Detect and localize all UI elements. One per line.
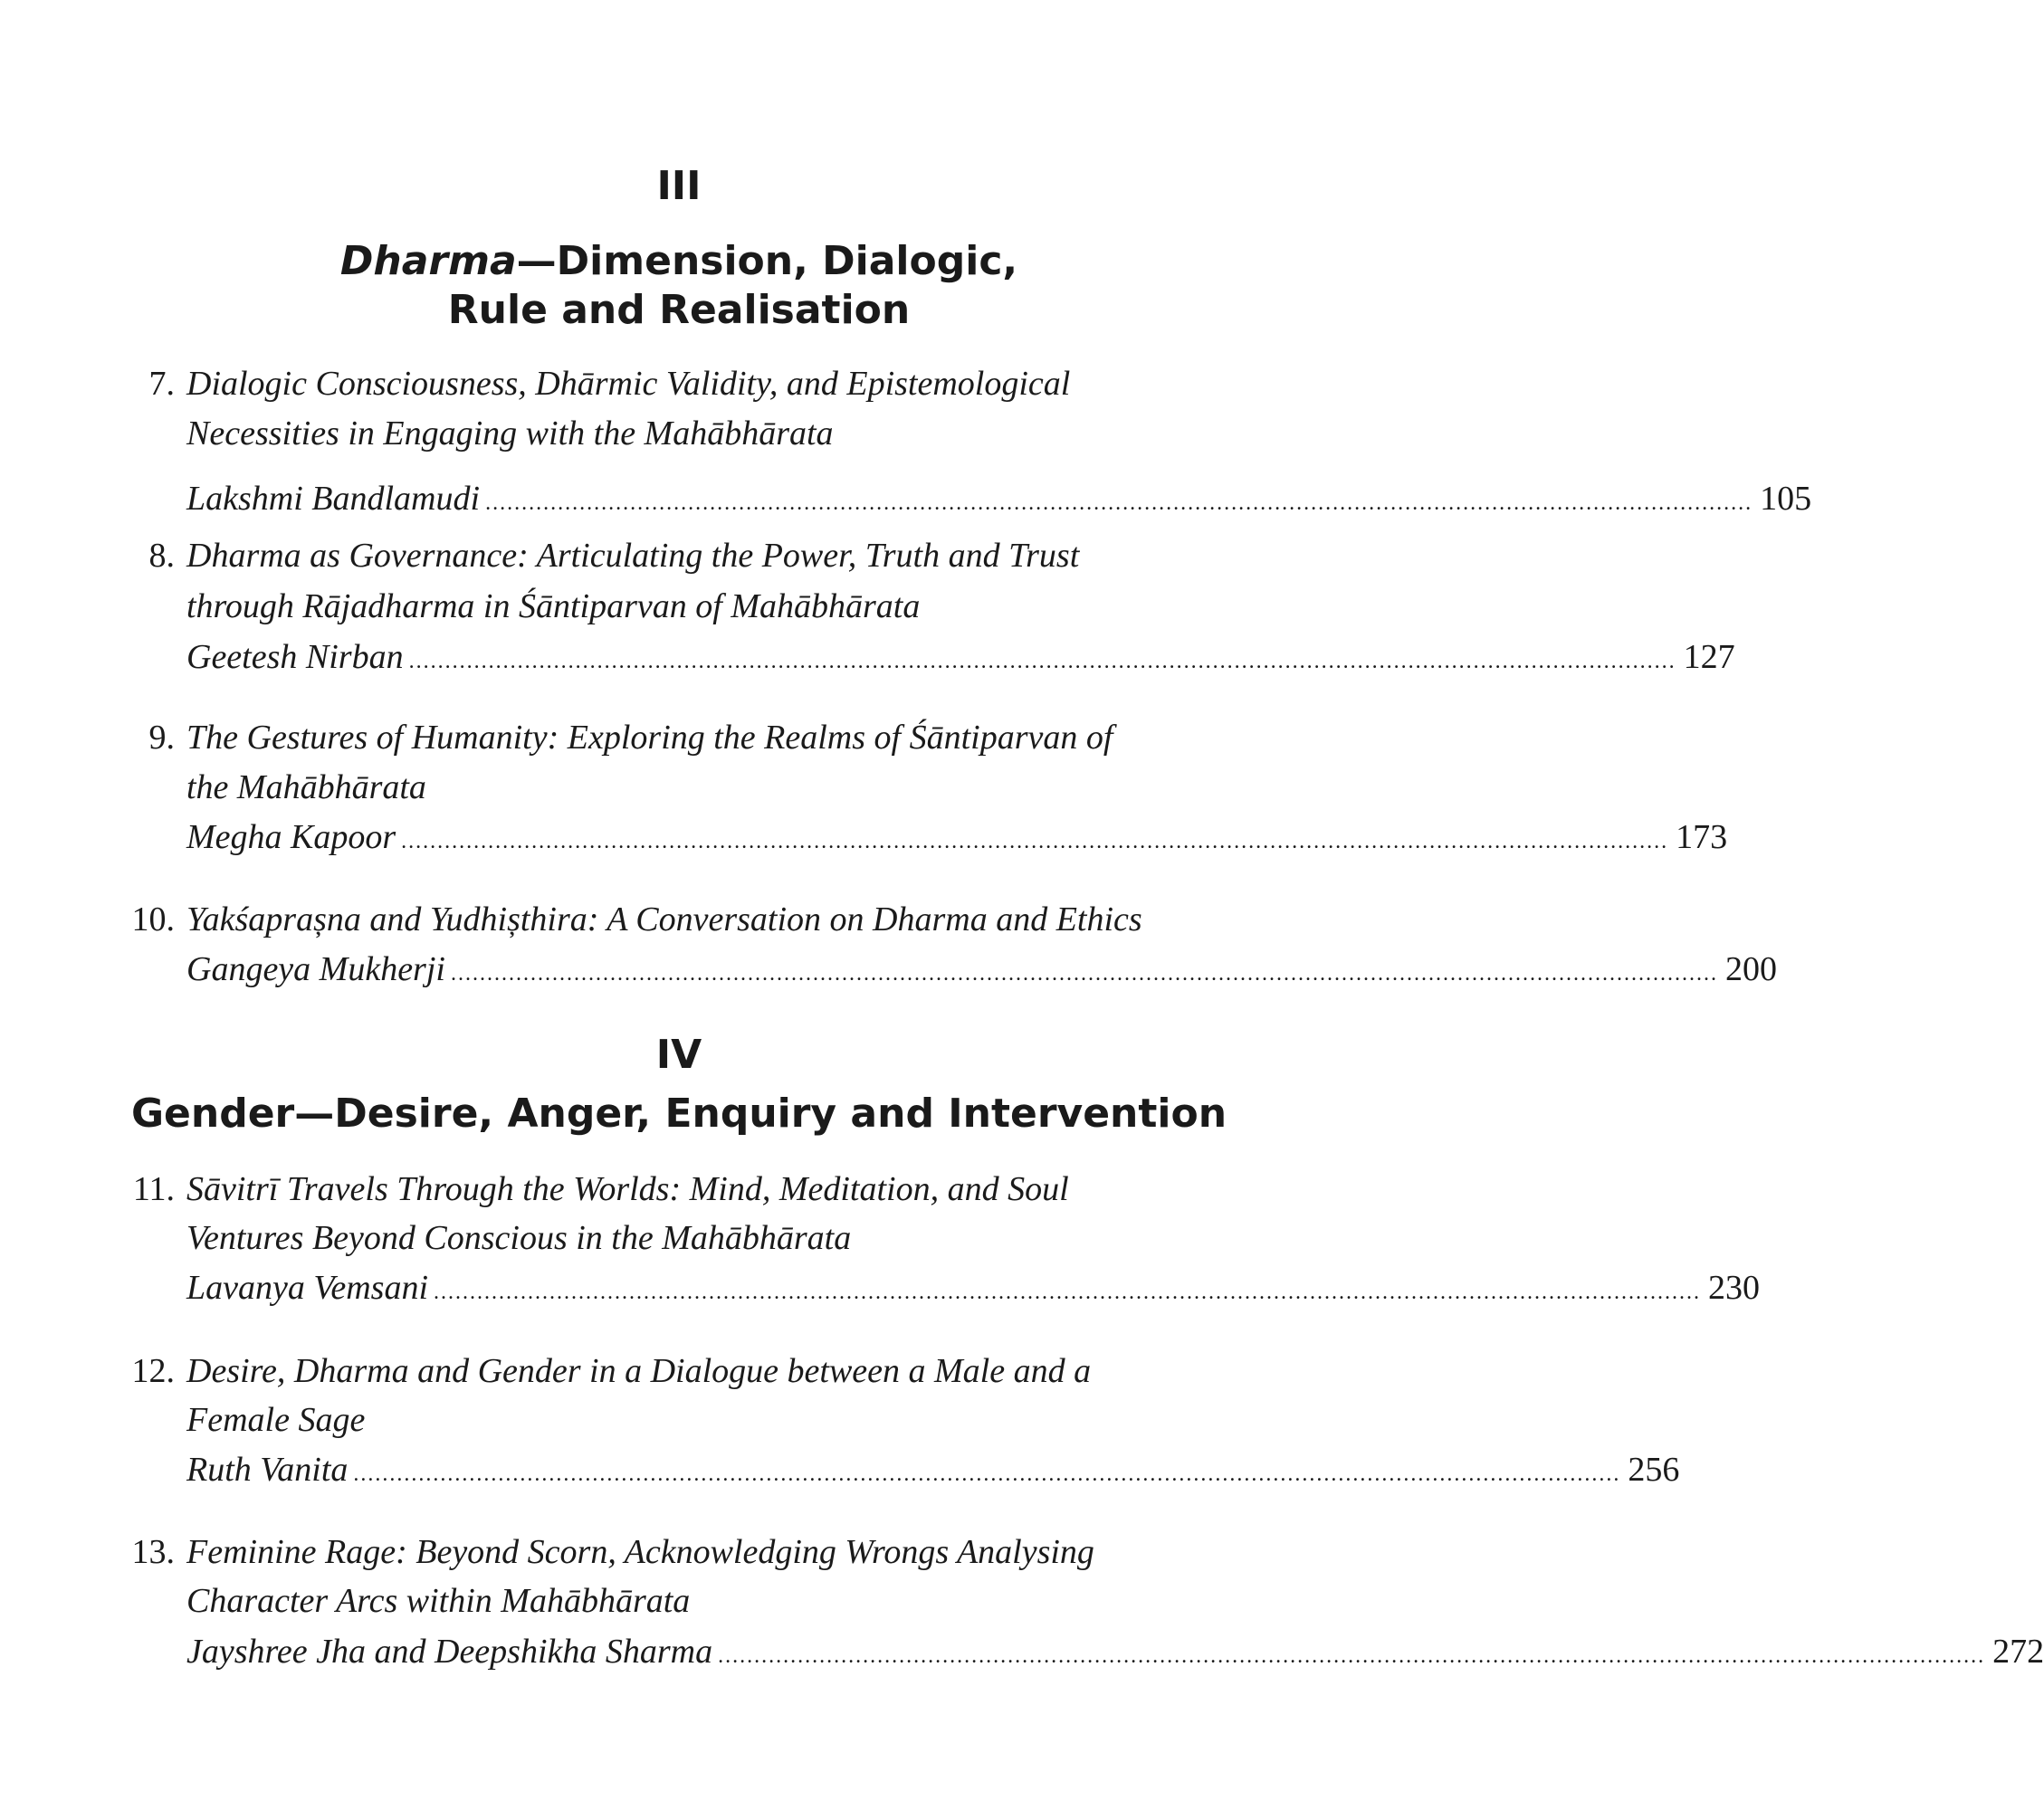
section-title-rest: —Dimension, Dialogic, — [516, 238, 1018, 284]
entry-number: 12. — [131, 1352, 175, 1390]
entry-author-line — [186, 633, 1735, 686]
entry-page-number: 272 — [1992, 1633, 2044, 1671]
dot-leader: ............................................................................................................................................................................... — [353, 1462, 1621, 1486]
entry-page-number: 230 — [1708, 1269, 1761, 1307]
dot-leader: ............................................................................................................................................................................... — [408, 650, 1676, 673]
entry-author: Lakshmi Bandlamudi — [186, 480, 481, 518]
entry-title-line: Dharma as Governance: Articulating the Power, Truth and Trust — [186, 537, 1080, 575]
entry-author: Megha Kapoor — [186, 818, 396, 856]
entry-number: 10. — [131, 900, 175, 938]
dot-leader: ............................................................................................................................................................................... — [718, 1644, 1986, 1668]
entry-title-line: Feminine Rage: Beyond Scorn, Acknowledging Wrongs Analysing — [186, 1533, 1094, 1571]
entry-number: 8. — [148, 537, 175, 575]
entry-page-number: 256 — [1628, 1451, 1680, 1489]
section-title — [0, 237, 1358, 286]
entry-author: Jayshree Jha and Deepshikha Sharma — [186, 1633, 713, 1671]
section-numeral: III — [656, 163, 702, 209]
entry-author: Gangeya Mukherji — [186, 950, 445, 988]
dot-leader: ............................................................................................................................................................................... — [434, 1281, 1702, 1304]
entry-author-line — [186, 813, 1728, 866]
entry-title-line: Desire, Dharma and Gender in a Dialogue between a Male and a — [186, 1352, 1092, 1390]
entry-author: Ruth Vanita — [186, 1451, 349, 1489]
entry-page-number: 105 — [1760, 480, 1812, 518]
entry-title-line: Dialogic Consciousness, Dhārmic Validity, and Epistemological — [186, 365, 1071, 403]
entry-author-line — [186, 1627, 2044, 1681]
entry-title-line: The Gestures of Humanity: Exploring the Realms of Śāntiparvan of — [186, 719, 1113, 757]
entry-author-line — [186, 945, 1777, 998]
entry-title-line: Sāvitrī Travels Through the Worlds: Mind, Meditation, and Soul — [186, 1170, 1069, 1208]
entry-number: 7. — [148, 365, 175, 403]
section-title: Gender—Desire, Anger, Enquiry and Intervention — [130, 1091, 1227, 1137]
dot-leader: ............................................................................................................................................................................... — [401, 830, 1669, 853]
entry-page-number: 127 — [1683, 638, 1735, 676]
entry-title-line: Ventures Beyond Conscious in the Mahābhārata — [186, 1219, 852, 1257]
section-title-italic: Dharma — [339, 238, 517, 284]
dot-leader: ............................................................................................................................................................................... — [485, 491, 1753, 515]
entry-author-line — [186, 1263, 1761, 1317]
entry-title-line: Character Arcs within Mahābhārata — [186, 1582, 691, 1620]
entry-author-line — [186, 1445, 1680, 1499]
entry-author-line — [186, 474, 1812, 528]
entry-title-line: Female Sage — [186, 1401, 366, 1439]
entry-title-line: Yakśaprașna and Yudhișthira: A Conversation on Dharma and Ethics — [186, 900, 1142, 938]
entry-number: 13. — [131, 1533, 175, 1571]
section-title-line2: Rule and Realisation — [447, 287, 911, 333]
entry-number: 9. — [148, 719, 175, 757]
section-numeral: IV — [655, 1032, 702, 1078]
entry-title-line: through Rājadharma in Śāntiparvan of Mahābhārata — [186, 587, 921, 625]
entry-page-number: 200 — [1724, 950, 1777, 988]
entry-page-number: 173 — [1676, 818, 1728, 856]
dot-leader: ............................................................................................................................................................................... — [450, 962, 1718, 986]
entry-title-line: Necessities in Engaging with the Mahābhārata — [186, 414, 834, 452]
entry-number: 11. — [132, 1170, 175, 1208]
entry-title-line: the Mahābhārata — [186, 768, 426, 806]
entry-author: Lavanya Vemsani — [186, 1269, 429, 1307]
entry-author: Geetesh Nirban — [186, 638, 404, 676]
